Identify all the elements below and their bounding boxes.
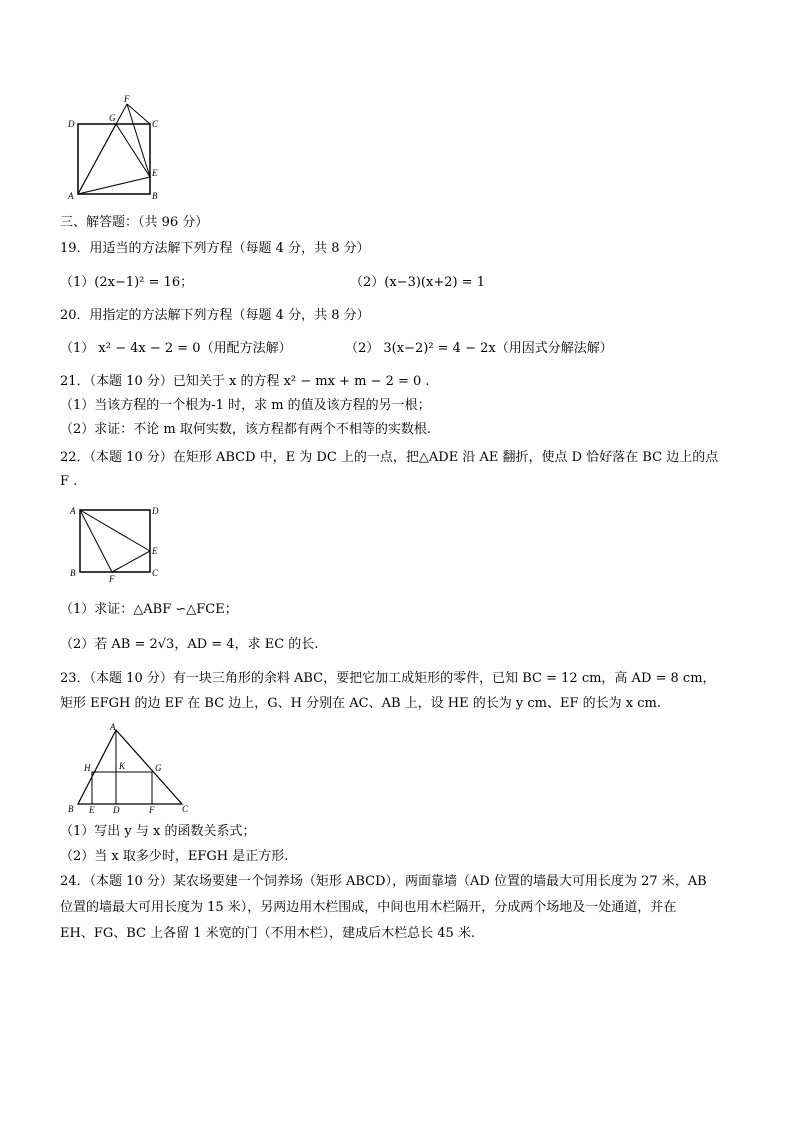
- figure-triangle-rectangle: [64, 720, 204, 816]
- q20-part1: （1） x² − 4x − 2 = 0（用配方法解）: [60, 341, 292, 356]
- q19-title: 19．用适当的方法解下列方程（每题 4 分，共 8 分）: [60, 241, 370, 256]
- q21-part2: （2）求证：不论 m 取何实数，该方程都有两个不相等的实数根.: [60, 422, 431, 437]
- label-C: C: [152, 119, 159, 129]
- label-E: E: [89, 805, 95, 815]
- label-G: G: [155, 763, 162, 773]
- q19-part2: （2）(x−3)(x+2) = 1: [350, 275, 485, 290]
- label-B: B: [152, 191, 158, 200]
- q23-title-line2: 矩形 EFGH 的边 EF 在 BC 边上，G、H 分别在 AC、AB 上，设 HE 的长为 y cm、EF 的长为 x cm.: [60, 696, 661, 711]
- label-C: C: [152, 568, 159, 578]
- q20-title: 20．用指定的方法解下列方程（每题 4 分，共 8 分）: [60, 308, 370, 323]
- q23-part1: （1）写出 y 与 x 的函数关系式；: [60, 824, 256, 839]
- q21-part1: （1）当该方程的一个根为-1 时，求 m 的值及该方程的另一根；: [60, 398, 431, 413]
- label-B: B: [70, 568, 76, 578]
- q23-part2: （2）当 x 取多少时，EFGH 是正方形.: [60, 849, 289, 864]
- label-F: F: [124, 94, 130, 104]
- label-A: A: [110, 722, 116, 732]
- label-G: G: [109, 113, 116, 123]
- label-D: D: [113, 805, 120, 815]
- label-A: A: [68, 191, 74, 200]
- q20-part2: （2） 3(x−2)² = 4 − 2x（用因式分解法解）: [345, 341, 613, 356]
- q24-line2: 位置的墙最大可用长度为 15 米），另两边用木栏围成，中间也用木栏隔开，分成两个场地及一处通道，并在: [60, 900, 677, 915]
- label-F: F: [109, 574, 115, 584]
- q22-part1: （1）求证：△ABF ∽△FCE；: [60, 602, 238, 617]
- label-C: C: [182, 804, 189, 814]
- q21-title: 21．（本题 10 分）已知关于 x 的方程 x² − mx + m − 2 = 0 .: [60, 374, 430, 389]
- label-H: H: [84, 763, 91, 773]
- label-F: F: [149, 805, 155, 815]
- label-B: B: [68, 804, 74, 814]
- label-K: K: [119, 761, 126, 771]
- q24-line1: 24．（本题 10 分）某农场要建一个饲养场（矩形 ABCD），两面靠墙（AD 位置的墙最大可用长度为 27 米，AB: [60, 874, 707, 889]
- q24-line3: EH、FG、BC 上各留 1 米宽的门（不用木栏），建成后木栏总长 45 米.: [60, 926, 476, 941]
- label-D: D: [152, 506, 159, 516]
- figure-square-triangle: [64, 94, 164, 200]
- q23-title-line1: 23．（本题 10 分）有一块三角形的余料 ABC，要把它加工成矩形的零件，已知 BC = 12 cm，高 AD = 8 cm，: [60, 671, 716, 686]
- q22-part2: （2）若 AB = 2√3，AD = 4，求 EC 的长.: [60, 637, 319, 652]
- label-E: E: [152, 168, 158, 178]
- section-heading: 三、解答题：（共 96 分）: [60, 215, 209, 230]
- q19-part1: （1）(2x−1)² = 16；: [60, 275, 194, 290]
- label-E: E: [152, 546, 158, 556]
- figure-rectangle-fold: [64, 502, 174, 586]
- label-D: D: [68, 119, 75, 129]
- q22-title-line2: F .: [60, 474, 78, 489]
- q22-title-line1: 22．（本题 10 分）在矩形 ABCD 中，E 为 DC 上的一点，把△ADE 沿 AE 翻折，使点 D 恰好落在 BC 边上的点: [60, 450, 719, 465]
- label-A: A: [70, 506, 76, 516]
